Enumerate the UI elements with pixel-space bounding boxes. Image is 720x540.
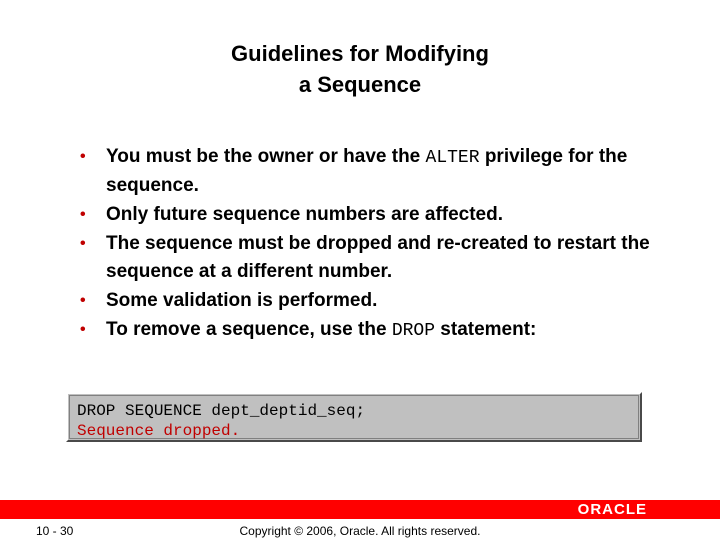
bullet-item [72, 143, 682, 200]
bullet-text: Only future sequence numbers are affected. [106, 204, 504, 225]
bullet-text: The sequence must be dropped and re-created to restart the sequence at a different number. [106, 233, 650, 282]
bullet-item [72, 230, 682, 286]
bullet-item [72, 287, 682, 315]
bullet-text: You must be the owner or have the [106, 146, 426, 167]
bullet-item [72, 316, 682, 345]
bullet-text: privilege for the sequence. [106, 146, 628, 196]
code-box-inner [69, 395, 639, 439]
bullet-dot-icon: • [80, 148, 86, 165]
title-line-1: Guidelines for Modifying [231, 41, 489, 66]
bullet-code: ALTER [425, 148, 480, 168]
page-number: 10 - 30 [36, 524, 74, 538]
bullet-text: statement: [435, 319, 537, 340]
bullet-list [72, 143, 682, 346]
copyright-text: Copyright © 2006, Oracle. All rights reserved. [239, 524, 481, 538]
bullet-dot-icon: • [80, 235, 86, 252]
bullet-item [72, 201, 682, 229]
bullet-dot-icon: • [80, 292, 86, 309]
bullet-dot-icon: • [80, 206, 86, 223]
code-box [66, 392, 642, 442]
code-result: Sequence dropped. [77, 422, 241, 440]
bullet-dot-icon: • [80, 321, 86, 338]
code-statement: DROP SEQUENCE dept_deptid_seq; [77, 402, 366, 420]
oracle-logo: ORACLE [577, 501, 647, 518]
bullet-text: To remove a sequence, use the [106, 319, 392, 340]
bullet-code: DROP [391, 321, 436, 341]
bullet-text: Some validation is performed. [106, 290, 378, 311]
slide-title [0, 38, 720, 100]
title-line-2: a Sequence [298, 72, 422, 97]
